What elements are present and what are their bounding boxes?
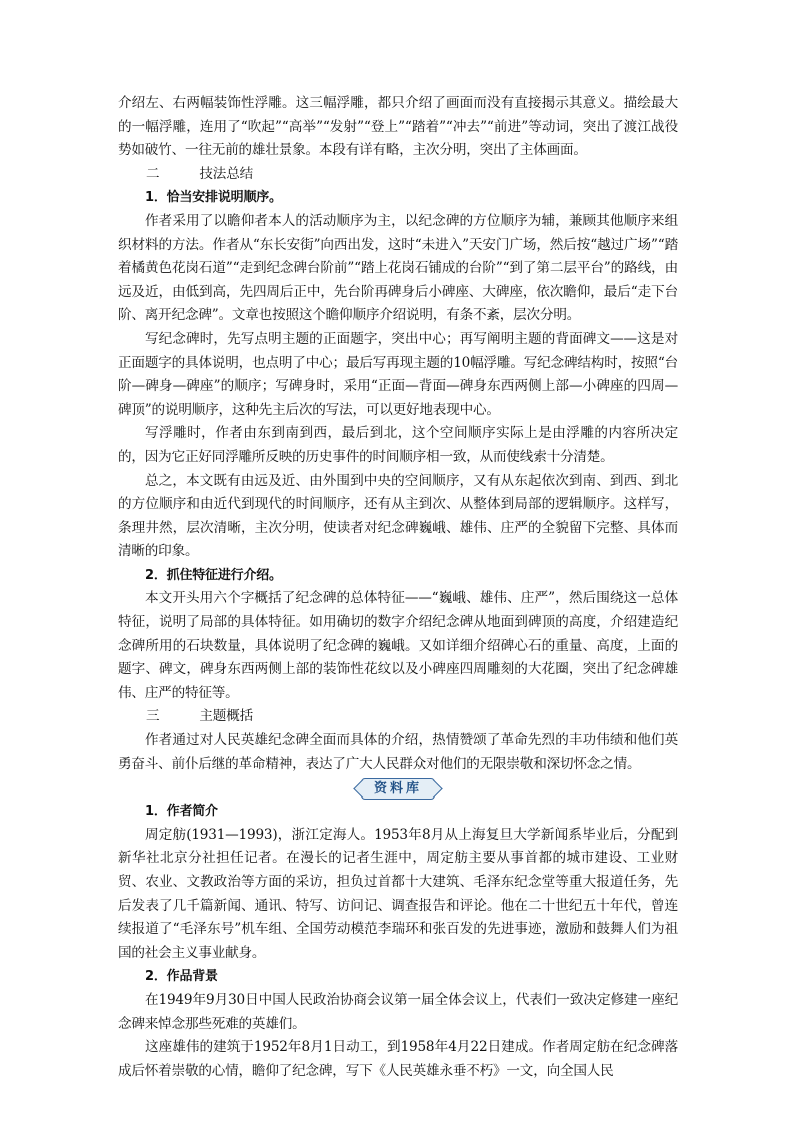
document-page (118, 92, 678, 1083)
subheading-order: 1．恰当安排说明顺序。 (145, 190, 282, 206)
section-number: 二 (146, 165, 160, 182)
section-title: 主题概括 (199, 708, 253, 725)
section-number: 三 (146, 708, 160, 725)
paragraph-author: 周定舫(1931—1993)，浙江定海人。1953年8月从上海复旦大学新闻系毕业后，分配到新华社北京分社担任记者。在漫长的记者生涯中，周定舫主要从事首都的城市建设、工业财贸、农业、文教政治等方面的采访，担负过首都十大建筑、毛泽东纪念堂等重大报道任务，先后发表了几千篇新闻、通讯、特写、访问记、调查报告和评论。他在二十世纪五十年代，曾连续报道了“毛泽东号”机车组、全国劳动模范李瑞环和张百发的先进事迹，激励和鼓舞人们为祖国的社会主义事业献身。 (118, 826, 678, 961)
paragraph-features: 本文开头用六个字概括了纪念碑的总体特征——“巍峨、雄伟、庄严”，然后围绕这一总体特征，说明了局部的具体特征。如用确切的数字介绍纪念碑从地面到碑顶的高度，介绍建造纪念碑所用的石块数量，具体说明了纪念碑的巍峨。又如详细介绍碑心石的重量、高度，上面的题字、碑文，碑身东西两侧上部的装饰性花纹以及小碑座四周雕刻的大花圈，突出了纪念碑雄伟、庄严的特征等。 (118, 590, 678, 701)
resource-badge (361, 778, 435, 800)
paragraph-order-2: 写纪念碑时，先写点明主题的正面题字，突出中心；再写阐明主题的背面碑文——这是对正面题字的具体说明，也点明了中心；最后写再现主题的10幅浮雕。写纪念碑结构时，按照“台阶—碑身—碑座”的顺序；写碑身时，采用“正面—背面—碑身东西两侧上部—小碑座的四周—碑顶”的说明顺序，这种先主后次的写法，可以更好地表现中心。 (118, 330, 678, 418)
paragraph-order-3: 写浮雕时，作者由东到南到西，最后到北，这个空间顺序实际上是由浮雕的内容所决定的，因为它正好同浮雕所反映的历史事件的时间顺序相一致，从而使线索十分清楚。 (118, 425, 678, 465)
resource-badge-row (118, 776, 678, 800)
paragraph-theme: 作者通过对人民英雄纪念碑全面而具体的介绍，热情赞颂了革命先烈的丰功伟绩和他们英勇奋斗、前仆后继的革命精神，表达了广大人民群众对他们的无限崇敬和深切怀念之情。 (118, 732, 678, 772)
section-heading-techniques (118, 163, 678, 187)
paragraph-background-2: 这座雄伟的建筑于1952年8月1日动工，到1958年4月22日建成。作者周定舫在纪念碑落成后怀着崇敬的心情，瞻仰了纪念碑，写下《人民英雄永垂不朽》一文，向全国人民 (118, 1039, 678, 1079)
paragraph-order-4: 总之，本文既有由远及近、由外围到中央的空间顺序，又有从东起依次到南、到西、到北的方位顺序和由近代到现代的时间顺序，还有从主到次、从整体到局部的逻辑顺序。这样写，条理井然，层次清晰，主次分明，使读者对纪念碑巍峨、雄伟、庄严的全貌留下完整、具体而清晰的印象。 (118, 472, 678, 560)
subheading-author: 1．作者简介 (145, 804, 218, 820)
subheading-features: 2．抓住特征进行介绍。 (145, 567, 282, 583)
paragraph-intro: 介绍左、右两幅装饰性浮雕。这三幅浮雕，都只介绍了画面而没有直接揭示其意义。描绘最大的一幅浮雕，连用了“吹起”“高举”“发射”“登上”“踏着”“冲去”“前进”等动词，突出了渡江战役势如破竹、一往无前的雄壮景象。本段有详有略，主次分明，突出了主体画面。 (118, 95, 678, 159)
resource-badge-label: 资料库 (373, 780, 422, 796)
paragraph-background-1: 在1949年9月30日中国人民政治协商会议第一届全体会议上，代表们一致决定修建一座纪念碑来悼念那些死难的英雄们。 (118, 991, 678, 1032)
subheading-background: 2．作品背景 (145, 969, 218, 985)
paragraph-order-1: 作者采用了以瞻仰者本人的活动顺序为主，以纪念碑的方位顺序为辅，兼顾其他顺序来组织材料的方法。作者从“东长安街”向西出发，这时“未进入”天安门广场，然后按“越过广场”“踏着橘黄色花岗石道”“走到纪念碑台阶前”“踏上花岗石铺成的台阶”“到了第二层平台”的路线，由远及近，由低到高，先四周后正中，先台阶再碑身后小碑座、大碑座，依次瞻仰，最后“走下台阶、离开纪念碑”。文章也按照这个瞻仰顺序介绍说明，有条不紊，层次分明。 (118, 212, 678, 324)
section-title: 技法总结 (199, 165, 253, 182)
section-heading-theme (118, 705, 678, 729)
